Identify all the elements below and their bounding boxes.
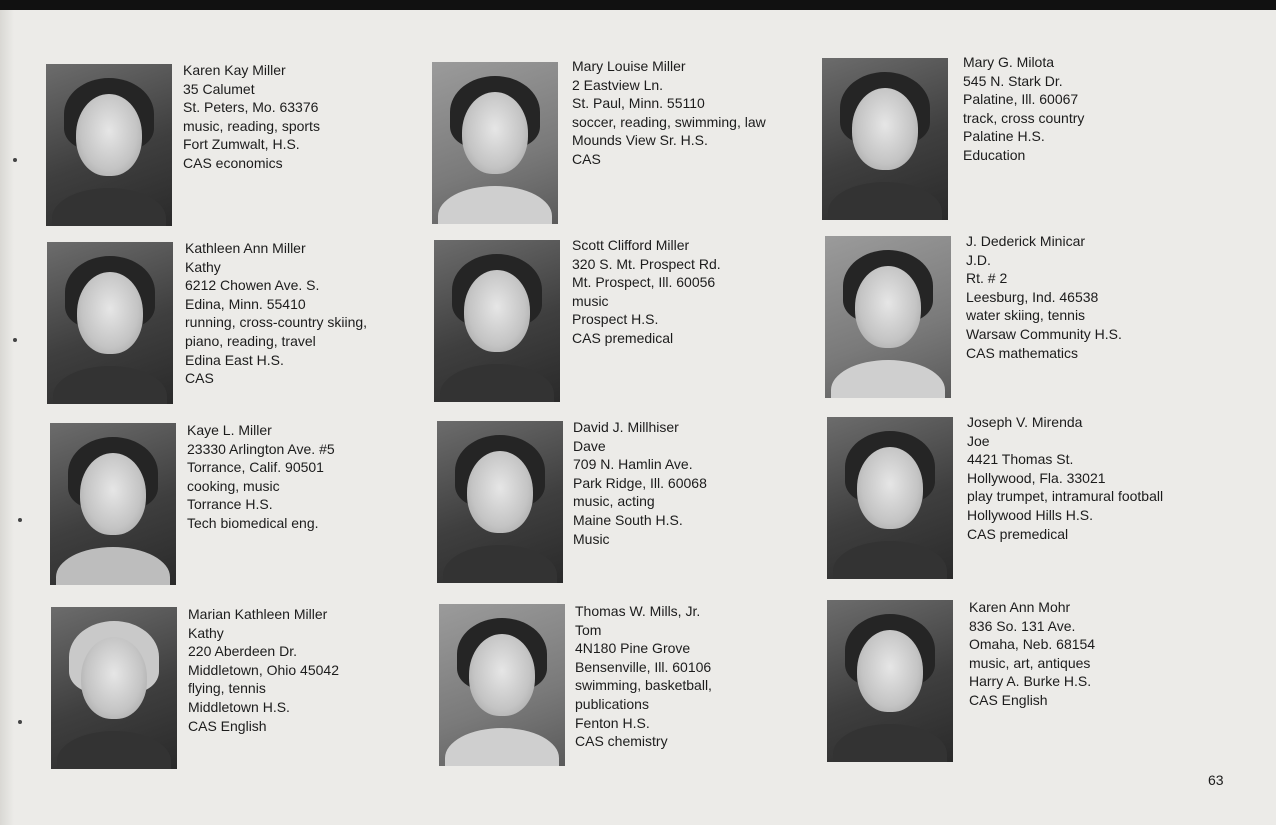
student-name: Scott Clifford Miller [572, 237, 690, 253]
student-line: Prospect H.S. [572, 311, 659, 328]
student-name: Mary G. Milota [963, 54, 1055, 70]
student-photo [822, 58, 948, 220]
student-line: 220 Aberdeen Dr. [188, 643, 297, 660]
student-line: Warsaw Community H.S. [966, 325, 1122, 342]
student-line: Dave [573, 437, 606, 454]
binding-hole [18, 720, 22, 724]
student-line: Fort Zumwalt, H.S. [183, 136, 300, 153]
student-line: music, reading, sports [183, 117, 320, 134]
student-line: Torrance H.S. [187, 496, 273, 513]
student-photo [50, 423, 176, 585]
student-line: water skiing, tennis [966, 307, 1086, 324]
student-line: Mounds View Sr. H.S. [572, 132, 708, 149]
student-line: CAS [572, 150, 601, 167]
student-line: Kathy [188, 624, 224, 641]
student-info [963, 53, 1084, 165]
student-line: running, cross-country skiing, [185, 314, 368, 331]
student-line: Middletown H.S. [188, 698, 290, 715]
student-info [572, 57, 766, 169]
student-info [573, 418, 707, 548]
student-line: CAS mathematics [966, 344, 1079, 361]
student-line: CAS chemistry [575, 733, 668, 750]
student-name: Karen Kay Miller [183, 62, 286, 78]
student-line: music [572, 292, 609, 309]
student-info [187, 421, 335, 533]
student-info [969, 598, 1095, 710]
student-name: J. Dederick Minicar [966, 233, 1086, 249]
student-info [575, 602, 712, 751]
student-line: 709 N. Hamlin Ave. [573, 456, 693, 473]
student-line: music, acting [573, 493, 655, 510]
page-binding-edge [0, 10, 14, 825]
student-line: swimming, basketball, [575, 677, 712, 694]
student-photo [439, 604, 565, 766]
student-line: 2 Eastview Ln. [572, 76, 664, 93]
student-info [572, 236, 721, 348]
student-line: Rt. # 2 [966, 270, 1008, 287]
student-line: Mt. Prospect, Ill. 60056 [572, 274, 716, 291]
student-line: 4421 Thomas St. [967, 451, 1074, 468]
student-info [188, 605, 339, 735]
student-name: Kathleen Ann Miller [185, 240, 306, 256]
student-line: Middletown, Ohio 45042 [188, 661, 339, 678]
student-photo [46, 64, 172, 226]
student-line: track, cross country [963, 109, 1085, 126]
student-line: 4N180 Pine Grove [575, 640, 691, 657]
student-line: 23330 Arlington Ave. #5 [187, 440, 335, 457]
student-name: Mary Louise Miller [572, 58, 686, 74]
student-info [185, 239, 367, 388]
student-line: Fenton H.S. [575, 714, 650, 731]
student-line: Leesburg, Ind. 46538 [966, 288, 1099, 305]
binding-hole [18, 518, 22, 522]
student-line: Omaha, Neb. 68154 [969, 636, 1096, 653]
student-line: 320 S. Mt. Prospect Rd. [572, 255, 721, 272]
student-line: publications [575, 695, 649, 712]
student-line: 35 Calumet [183, 80, 255, 97]
student-photo [827, 417, 953, 579]
student-line: Hollywood, Fla. 33021 [967, 469, 1106, 486]
student-line: Edina East H.S. [185, 351, 284, 368]
student-line: CAS premedical [967, 525, 1069, 542]
student-line: St. Paul, Minn. 55110 [572, 95, 705, 112]
student-line: CAS premedical [572, 329, 674, 346]
student-line: piano, reading, travel [185, 332, 316, 349]
student-line: CAS English [969, 691, 1048, 708]
student-photo [51, 607, 177, 769]
student-line: CAS economics [183, 154, 283, 171]
student-line: play trumpet, intramural football [967, 488, 1164, 505]
student-line: Edina, Minn. 55410 [185, 295, 306, 312]
student-line: cooking, music [187, 477, 280, 494]
student-info [183, 61, 320, 173]
student-name: Kaye L. Miller [187, 422, 272, 438]
student-line: 836 So. 131 Ave. [969, 617, 1076, 634]
student-line: CAS [185, 370, 214, 387]
student-photo [437, 421, 563, 583]
student-name: Thomas W. Mills, Jr. [575, 603, 701, 619]
student-name: David J. Millhiser [573, 419, 679, 435]
student-line: CAS English [188, 717, 267, 734]
student-line: Tech biomedical eng. [187, 514, 319, 531]
student-line: Bensenville, Ill. 60106 [575, 658, 712, 675]
binding-hole [13, 338, 17, 342]
student-line: Torrance, Calif. 90501 [187, 459, 324, 476]
student-line: 6212 Chowen Ave. S. [185, 277, 320, 294]
student-line: Joe [967, 432, 990, 449]
student-name: Joseph V. Mirenda [967, 414, 1083, 430]
student-line: Education [963, 146, 1026, 163]
student-line: flying, tennis [188, 680, 266, 697]
student-line: St. Peters, Mo. 63376 [183, 99, 319, 116]
student-line: music, art, antiques [969, 654, 1091, 671]
student-line: Music [573, 530, 610, 547]
student-line: 545 N. Stark Dr. [963, 72, 1063, 89]
student-photo [47, 242, 173, 404]
student-line: Park Ridge, Ill. 60068 [573, 474, 707, 491]
student-name: Marian Kathleen Miller [188, 606, 328, 622]
student-photo [825, 236, 951, 398]
student-photo [827, 600, 953, 762]
student-line: Hollywood Hills H.S. [967, 506, 1094, 523]
page-number: 63 [1208, 772, 1224, 788]
student-line: Harry A. Burke H.S. [969, 673, 1092, 690]
student-line: Palatine H.S. [963, 128, 1045, 145]
student-line: Maine South H.S. [573, 511, 683, 528]
binding-hole [13, 158, 17, 162]
student-line: Palatine, Ill. 60067 [963, 91, 1079, 108]
student-line: Kathy [185, 258, 221, 275]
student-line: J.D. [966, 251, 991, 268]
student-line: soccer, reading, swimming, law [572, 113, 766, 130]
student-info [966, 232, 1122, 362]
student-photo [434, 240, 560, 402]
student-photo [432, 62, 558, 224]
student-name: Karen Ann Mohr [969, 599, 1071, 615]
student-info [967, 413, 1163, 543]
student-line: Tom [575, 621, 602, 638]
